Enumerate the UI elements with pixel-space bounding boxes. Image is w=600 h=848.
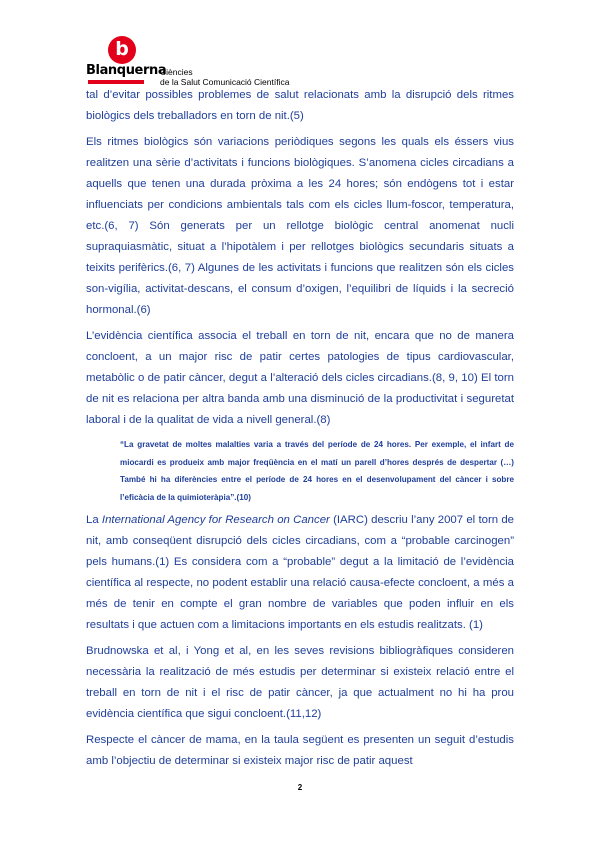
iarc-name: International Agency for Research on Cancer <box>101 514 330 527</box>
page-number: 2 <box>297 783 303 792</box>
paragraph-1: tal d’evitar possibles problemes de salut relacionats amb la disrupció dels ritmes biològics dels treballadors en torn de nit.(5) <box>86 89 514 122</box>
brand-bar <box>88 80 144 84</box>
blanquerna-logo-icon: b <box>108 36 136 64</box>
paragraph-4-start: La <box>86 514 102 527</box>
brand-name: Blanquerna <box>86 63 167 78</box>
paragraph-4 <box>86 510 514 636</box>
block-quote: “La gravetat de moltes malalties varia a través del període de 24 hores. Per exemple, el infart de miocardi es produeix amb major freqüència en el matí un parell d’hores després de despertar (…) També hi ha diferències entre el període de 24 hores en el desenvolupament del càncer i sobre l’eficàcia de la quimioteràpia”.(10) <box>120 440 514 502</box>
paragraph-4-rest: (IARC) descriu l’any 2007 el torn de nit, amb conseqüent disrupció dels cicles circadians, com a “probable carcinogen” pels humans.(1) Es considera com a “probable” degut a la limitació de l’evidència científica al respecte, no podent establir una relació causa-efecte concloent, a més a més de tenir en compte el gran nombre de variables que poden influir en els resultats i que actuen com a limitacions importants en els estudis realitzats. (1) <box>86 514 514 632</box>
paragraph-6: Respecte el càncer de mama, en la taula següent es presenten un seguit d’estudis amb l’objectiu de determinar si existeix major risc de patir aquest <box>86 734 514 768</box>
header-line-2: de la Salut Comunicació Científica <box>160 77 290 87</box>
document-body <box>86 85 514 777</box>
page-header <box>86 36 346 88</box>
paragraph-5: Brudnowska et al, i Yong et al, en les seves revisions bibliogràfiques consideren necessària la realització de més estudis per determinar si existeix relació entre el treball en torn de nit i el risc de patir càncer, ja que actualment no hi ha prou evidència científica que sigui concloent.(11,12) <box>86 645 514 721</box>
paragraph-2: Els ritmes biològics són variacions periòdiques segons les quals els éssers vius realitzen una sèrie d’activitats i funcions biològiques. S’anomena cicles circadians a aquells que tenen una durada pròxima a les 24 hores; són endògens tot i estar influenciats per condicions ambientals tals com els cicles llum-foscor, temperatura, etc.(6, 7) Són generats per un rellotge biològic central anomenat nucli supraquiasmàtic, situat a l’hipotàlem i per rellotges biològics secundaris situats a teixits perifèrics.(6, 7) Algunes de les activitats i funcions que realitzen són els cicles son-vigília, activitat-descans, el consum d’oxigen, l’equilibri de líquids i la secreció hormonal.(6) <box>86 136 514 316</box>
paragraph-3: L’evidència científica associa el treball en torn de nit, encara que no de manera concloent, a un major risc de patir certes patologies de tipus cardiovascular, metabòlic o de patir càncer, degut a l’alteració dels cicles circadians.(8, 9, 10) El torn de nit es relaciona per altra banda amb una disminució de la productivitat i seguretat laboral i de la qualitat de vida a nivell general.(8) <box>86 330 514 426</box>
header-line-1: Ciències <box>160 67 193 77</box>
